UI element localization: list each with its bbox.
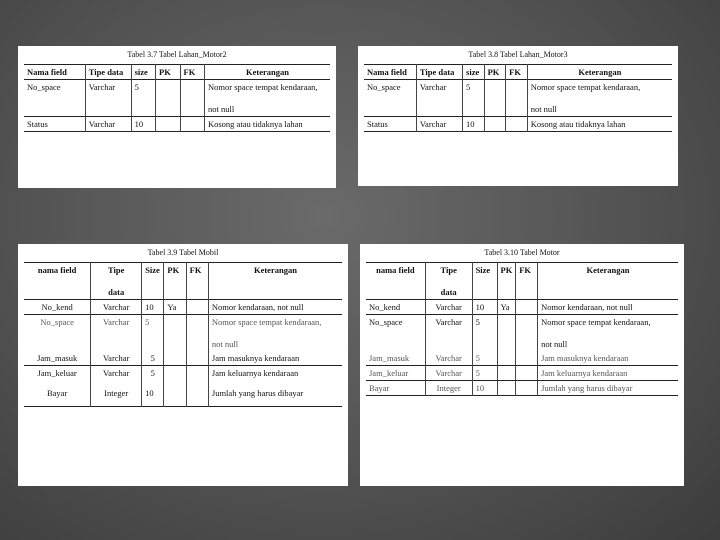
col-header: PK — [164, 263, 186, 300]
col-header: Keterangan — [527, 65, 672, 80]
cell: Ya — [164, 300, 186, 315]
table-row — [24, 80, 330, 117]
cell: Jam_keluar — [369, 368, 409, 378]
cell: Jam keluarnya kendaraan — [208, 366, 342, 381]
col-header: Size — [142, 263, 164, 300]
table-row — [366, 315, 678, 352]
table-row — [24, 315, 342, 352]
cell: Jam_masuk — [369, 353, 410, 363]
table-3-7 — [24, 64, 330, 132]
cell — [186, 380, 208, 407]
cell — [497, 366, 516, 381]
cell — [497, 351, 516, 366]
col-header: FK — [506, 65, 528, 80]
cell — [186, 366, 208, 381]
cell — [516, 300, 538, 315]
table-caption: Tabel 3.8 Tabel Lahan_Motor3 — [468, 50, 568, 59]
col-header: nama field — [37, 265, 77, 275]
col-header: nama field — [376, 265, 415, 275]
cell: 10 — [463, 117, 485, 132]
cell-line: Nomor space tempat kendaraan, — [207, 82, 318, 92]
cell — [506, 80, 528, 117]
cell — [484, 117, 506, 132]
cell: Varchar — [91, 315, 142, 352]
col-header: FK — [180, 65, 204, 80]
col-header: FK — [186, 263, 208, 300]
cell: Varchar — [91, 366, 142, 381]
cell — [497, 315, 516, 352]
cell: Jam_keluar — [37, 368, 77, 378]
table-row — [24, 300, 342, 315]
cell: Nomor kendaraan, not null — [538, 300, 678, 315]
header-line: Tipe — [440, 265, 457, 275]
cell — [186, 300, 208, 315]
cell: 5 — [472, 351, 497, 366]
cell: Varchar — [85, 117, 131, 132]
table-row — [366, 351, 678, 366]
table-header-row — [24, 65, 330, 80]
cell: Nomor kendaraan, not null — [208, 300, 342, 315]
col-header: size — [463, 65, 485, 80]
cell: 5 — [472, 315, 497, 352]
cell: Jam keluarnya kendaraan — [538, 366, 678, 381]
cell: Integer — [91, 380, 142, 407]
cell — [180, 117, 204, 132]
cell-line: Nomor space tempat kendaraan, — [541, 317, 651, 327]
cell: Jam_masuk — [37, 353, 78, 363]
cell — [164, 366, 186, 381]
table-row — [366, 381, 678, 396]
col-header: Keterangan — [538, 263, 678, 300]
table-caption: Tabel 3.9 Tabel Mobil — [147, 248, 219, 257]
cell: 5 — [142, 315, 164, 352]
cell: Jumlah yang harus dibayar — [538, 381, 678, 396]
table-row — [366, 366, 678, 381]
cell: No_kend — [41, 302, 73, 312]
table-row — [364, 80, 672, 117]
cell: Bayar — [46, 388, 68, 398]
col-header: PK — [497, 263, 516, 300]
cell — [164, 351, 186, 366]
cell: Ya — [497, 300, 516, 315]
cell: Varchar — [425, 300, 472, 315]
cell: Varchar — [425, 315, 472, 352]
cell: Jumlah yang harus dibayar — [208, 380, 342, 407]
cell — [516, 351, 538, 366]
col-header: Size — [472, 263, 497, 300]
cell — [497, 381, 516, 396]
col-header — [425, 263, 472, 300]
cell — [516, 366, 538, 381]
table-3-10 — [366, 262, 678, 396]
table-row — [24, 380, 342, 407]
table-row — [364, 117, 672, 132]
col-header: Keterangan — [208, 263, 342, 300]
table-3-8-panel — [358, 46, 678, 186]
col-header — [91, 263, 142, 300]
cell-line: not null — [541, 339, 568, 349]
cell — [186, 315, 208, 352]
cell-line: not null — [207, 104, 235, 114]
cell: 10 — [131, 117, 155, 132]
cell: 5 — [131, 80, 155, 117]
header-line: data — [440, 287, 457, 297]
col-header: Nama field — [367, 67, 407, 77]
col-header: PK — [156, 65, 180, 80]
cell-line: Nomor space tempat kendaraan, — [211, 317, 322, 327]
table-row — [24, 351, 342, 366]
header-line: Tipe — [108, 265, 125, 275]
col-header: Nama field — [27, 67, 67, 77]
cell: Varchar — [85, 80, 131, 117]
col-header: Keterangan — [204, 65, 330, 80]
cell: Status — [367, 119, 388, 129]
cell: 5 — [142, 366, 164, 381]
cell — [186, 351, 208, 366]
cell: 5 — [463, 80, 485, 117]
cell — [164, 315, 186, 352]
cell: 10 — [472, 300, 497, 315]
cell: Jam masuknya kendaraan — [208, 351, 342, 366]
cell: Status — [27, 119, 48, 129]
cell: Varchar — [91, 351, 142, 366]
cell — [538, 315, 678, 352]
cell — [527, 80, 672, 117]
table-row — [24, 117, 330, 132]
col-header: size — [131, 65, 155, 80]
cell: Jam masuknya kendaraan — [538, 351, 678, 366]
cell: 10 — [142, 380, 164, 407]
cell — [180, 80, 204, 117]
table-caption: Tabel 3.7 Tabel Lahan_Motor2 — [127, 50, 227, 59]
cell — [204, 80, 330, 117]
table-3-10-panel — [360, 244, 684, 486]
cell — [156, 117, 180, 132]
cell-line: not null — [211, 339, 239, 349]
col-header: Tipe data — [85, 65, 131, 80]
cell: No_space — [40, 317, 74, 327]
cell — [516, 381, 538, 396]
cell: 10 — [472, 381, 497, 396]
table-3-9-panel — [18, 244, 348, 486]
col-header: FK — [516, 263, 538, 300]
cell: No_space — [369, 317, 403, 327]
table-caption: Tabel 3.10 Tabel Motor — [484, 248, 560, 257]
cell: No_kend — [369, 302, 401, 312]
cell: Varchar — [425, 351, 472, 366]
table-row — [24, 366, 342, 381]
table-row — [366, 300, 678, 315]
header-line: data — [108, 287, 125, 297]
table-3-9 — [24, 262, 342, 407]
cell — [516, 315, 538, 352]
cell — [484, 80, 506, 117]
col-header: PK — [484, 65, 506, 80]
cell: Varchar — [425, 366, 472, 381]
cell: 5 — [472, 366, 497, 381]
cell — [506, 117, 528, 132]
cell: Varchar — [416, 117, 462, 132]
cell: Bayar — [369, 383, 390, 393]
table-header-row — [364, 65, 672, 80]
cell: No_space — [367, 82, 401, 92]
table-header-row — [24, 263, 342, 300]
cell: No_space — [27, 82, 61, 92]
cell — [208, 315, 342, 352]
cell: Kosong atau tidaknya lahan — [527, 117, 672, 132]
cell — [156, 80, 180, 117]
cell — [164, 380, 186, 407]
table-header-row — [366, 263, 678, 300]
cell-line: not null — [530, 104, 557, 114]
cell: Varchar — [91, 300, 142, 315]
cell: 5 — [142, 351, 164, 366]
cell: Kosong atau tidaknya lahan — [204, 117, 330, 132]
cell-line: Nomor space tempat kendaraan, — [530, 82, 641, 92]
table-3-8 — [364, 64, 672, 132]
col-header: Tipe data — [416, 65, 462, 80]
cell: 10 — [142, 300, 164, 315]
table-3-7-panel — [18, 46, 336, 188]
cell: Varchar — [416, 80, 462, 117]
cell: Integer — [425, 381, 472, 396]
